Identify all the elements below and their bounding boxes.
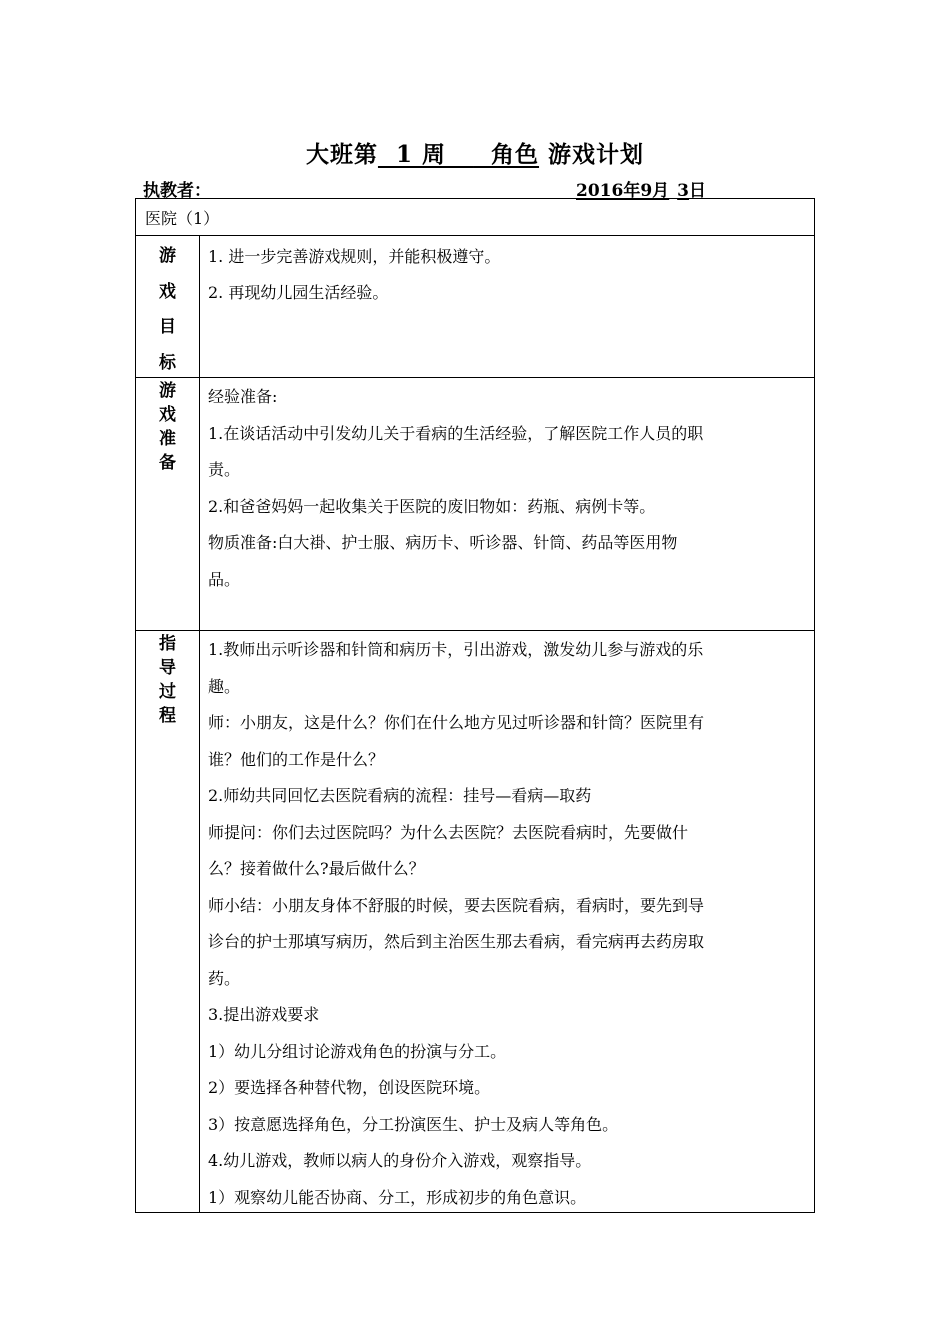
section-content-prep (208, 379, 808, 598)
date-year: 2016年9月 (576, 181, 670, 201)
content-line: 2）要选择各种替代物，创设医院环境。 (208, 1078, 491, 1097)
date-suffix: 日 (689, 181, 706, 201)
content-line: 1）观察幼儿能否协商、分工，形成初步的角色意识。 (208, 1187, 587, 1207)
content-line: 师：小朋友，这是什么？你们在什么地方见过听诊器和针筒？医院里有 (208, 713, 705, 732)
title-week: 1 周 (377, 141, 474, 168)
content-line: 师提问：你们去过医院吗？为什么去医院？去医院看病时，先要做什 (208, 822, 689, 842)
content-line: 师小结：小朋友身体不舒服的时候，要去医院看病，看病时，要先到导 (208, 895, 705, 915)
content-line: 3）按意愿选择角色，分工扮演医生、护士及病人等角色。 (208, 1114, 619, 1134)
section-content-goals (208, 239, 808, 310)
content-line: 1）幼儿分组讨论游戏角色的扮演与分工。 (208, 1041, 507, 1061)
page-title (0, 136, 950, 169)
content-line: 3.提出游戏要求 (208, 1005, 320, 1024)
content-line: 2.师幼共同回忆去医院看病的流程：挂号—看病—取药 (208, 786, 592, 805)
teacher-label: 执教者： (143, 181, 211, 201)
content-line: 1.教师出示听诊器和针筒和病历卡，引出游戏，激发幼儿参与游戏的乐 (208, 640, 704, 659)
section-label-prep: 游 戏 准 备 (159, 381, 176, 473)
plan-table (135, 198, 815, 1213)
content-line: 诊台的护士那填写病历，然后到主治医生那去看病，看完病再去药房取 (208, 932, 705, 951)
column-divider (199, 235, 200, 1212)
section-content-process (208, 632, 808, 1216)
activity-title: 医院（1） (145, 209, 220, 228)
title-role: 角色 (473, 141, 540, 168)
content-line: 趣。 (208, 676, 241, 696)
row-divider (136, 630, 814, 631)
content-line: 物质准备:白大褂、护士服、病历卡、听诊器、针筒、药品等医用物 (208, 533, 678, 552)
content-line: 责。 (208, 460, 241, 479)
date-day: 3 (677, 181, 689, 201)
content-line: 品。 (208, 569, 241, 589)
section-label-process: 指 导 过 程 (159, 634, 176, 726)
row-divider (136, 235, 814, 236)
content-line: 2.和爸爸妈妈一起收集关于医院的废旧物如：药瓶、病例卡等。 (208, 496, 656, 516)
title-prefix: 大班第 (305, 141, 378, 168)
content-line: 药。 (208, 968, 241, 988)
content-line: 么？接着做什么?最后做什么？ (208, 859, 425, 878)
content-line: 谁？他们的工作是什么？ (208, 749, 385, 769)
content-line: 2. 再现幼儿园生活经验。 (208, 282, 389, 302)
content-line: 经验准备: (208, 387, 278, 406)
content-line: 4.幼儿游戏，教师以病人的身份介入游戏，观察指导。 (208, 1151, 592, 1170)
content-line: 1.在谈话活动中引发幼儿关于看病的生活经验，了解医院工作人员的职 (208, 423, 704, 443)
title-suffix: 游戏计划 (539, 141, 645, 168)
row-divider (136, 377, 814, 378)
section-label-goals: 游 戏 目 标 (159, 246, 176, 373)
content-line: 1. 进一步完善游戏规则，并能积极遵守。 (208, 247, 501, 266)
